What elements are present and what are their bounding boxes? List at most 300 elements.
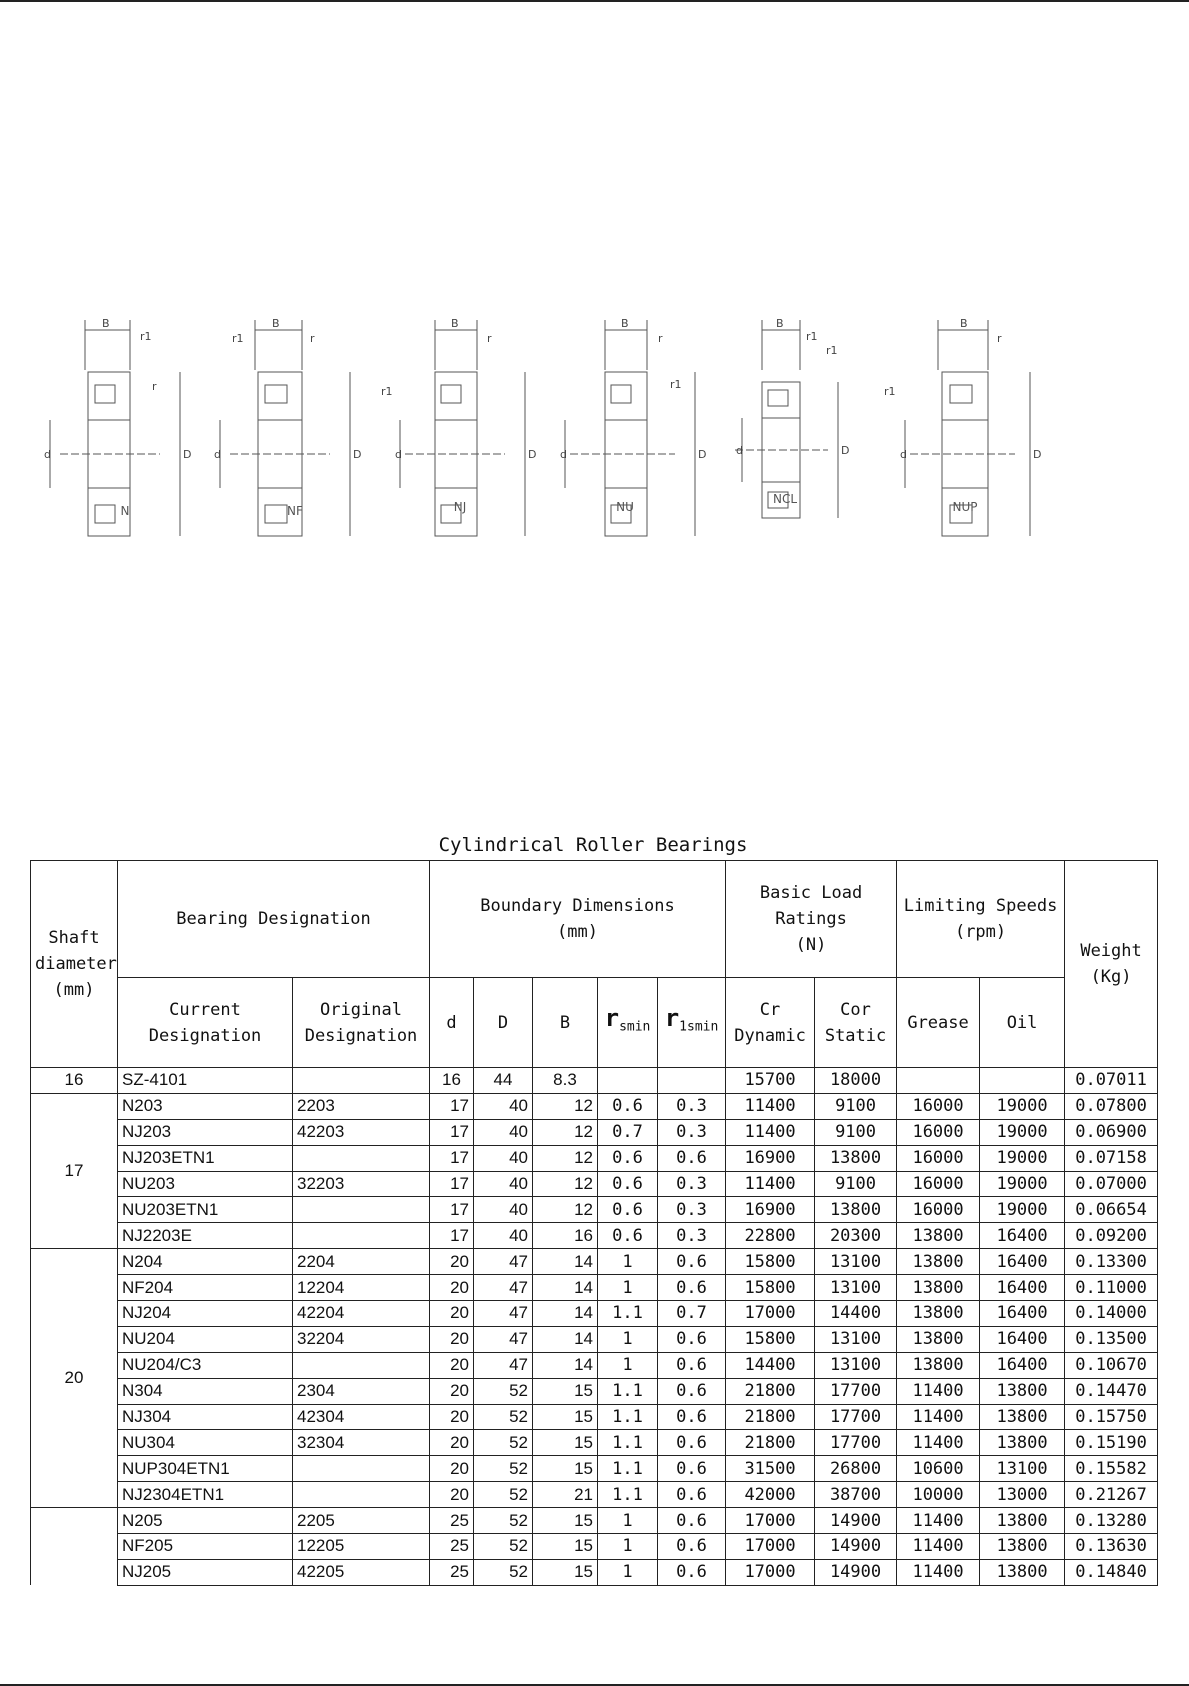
cell-oil-speed: 19000 [980, 1197, 1065, 1223]
table-row [31, 1430, 1158, 1456]
cell-B: 16 [533, 1223, 598, 1249]
cell-grease-speed: 16000 [897, 1093, 980, 1119]
cell-d: 20 [430, 1378, 474, 1404]
cell-B: 14 [533, 1301, 598, 1327]
svg-text:r1: r1 [806, 330, 818, 343]
cell-current-designation: SZ-4101 [118, 1068, 293, 1094]
diagram-label: NUP [952, 500, 978, 514]
cell-weight: 0.13280 [1065, 1508, 1158, 1534]
svg-text:r: r [152, 380, 157, 393]
table-row [31, 1068, 1158, 1094]
cell-D: 52 [474, 1404, 533, 1430]
cell-weight: 0.13630 [1065, 1534, 1158, 1560]
diagram-n [40, 300, 210, 570]
rsmin-subscript: smin [619, 1019, 651, 1035]
diagram-label: NCL [772, 492, 798, 506]
table-row [31, 1145, 1158, 1171]
cell-grease-speed: 11400 [897, 1378, 980, 1404]
svg-text:B: B [776, 317, 784, 330]
cell-oil-speed: 16400 [980, 1223, 1065, 1249]
cell-current-designation: N304 [118, 1378, 293, 1404]
cell-D: 52 [474, 1378, 533, 1404]
cell-B: 15 [533, 1404, 598, 1430]
cell-oil-speed: 13800 [980, 1508, 1065, 1534]
table-row [31, 1171, 1158, 1197]
table-row [31, 1352, 1158, 1378]
cell-original-designation [293, 1197, 430, 1223]
cell-cr-dynamic: 15700 [726, 1068, 815, 1094]
cell-D: 40 [474, 1093, 533, 1119]
cell-rsmin: 1 [598, 1534, 658, 1560]
cell-grease-speed: 13800 [897, 1301, 980, 1327]
cell-d: 17 [430, 1093, 474, 1119]
cell-original-designation: 32304 [293, 1430, 430, 1456]
cell-B: 15 [533, 1534, 598, 1560]
cell-original-designation: 2205 [293, 1508, 430, 1534]
cell-cr-dynamic: 42000 [726, 1482, 815, 1508]
cell-B: 21 [533, 1482, 598, 1508]
header-speeds [897, 861, 1065, 978]
cell-B: 15 [533, 1430, 598, 1456]
cell-cor-static: 17700 [815, 1404, 897, 1430]
header-boundary-label: Boundary Dimensions [480, 896, 675, 916]
cell-rsmin: 1.1 [598, 1404, 658, 1430]
cell-cr-dynamic: 21800 [726, 1404, 815, 1430]
cell-original-designation [293, 1145, 430, 1171]
svg-text:D: D [1033, 448, 1042, 461]
page-top-border [0, 0, 1189, 2]
cell-rsmin: 1.1 [598, 1378, 658, 1404]
cell-D: 47 [474, 1326, 533, 1352]
cell-B: 15 [533, 1508, 598, 1534]
cell-grease-speed: 16000 [897, 1145, 980, 1171]
svg-text:D: D [698, 448, 707, 461]
cell-weight: 0.15750 [1065, 1404, 1158, 1430]
cell-original-designation: 32203 [293, 1171, 430, 1197]
cell-grease-speed: 11400 [897, 1404, 980, 1430]
cell-cor-static: 9100 [815, 1119, 897, 1145]
cell-oil-speed: 13800 [980, 1430, 1065, 1456]
cell-r1smin: 0.6 [658, 1249, 726, 1275]
svg-text:d: d [736, 444, 743, 457]
cell-current-designation: NF204 [118, 1275, 293, 1301]
cell-grease-speed: 13800 [897, 1352, 980, 1378]
header-speeds-label: Limiting Speeds [903, 896, 1058, 916]
cell-rsmin: 1 [598, 1559, 658, 1585]
header-grease: Grease [897, 978, 980, 1068]
cell-d: 20 [430, 1430, 474, 1456]
header-cor: Cor Static [815, 978, 897, 1068]
cell-cor-static: 13100 [815, 1275, 897, 1301]
header-shaft [31, 861, 118, 1068]
diagram-nj [375, 300, 545, 570]
cell-weight: 0.07000 [1065, 1171, 1158, 1197]
cell-d: 25 [430, 1559, 474, 1585]
cell-D: 40 [474, 1171, 533, 1197]
cell-oil-speed: 16400 [980, 1301, 1065, 1327]
cell-cor-static: 13100 [815, 1326, 897, 1352]
cell-r1smin: 0.6 [658, 1456, 726, 1482]
cell-current-designation: NJ2203E [118, 1223, 293, 1249]
cell-original-designation: 2204 [293, 1249, 430, 1275]
cell-r1smin: 0.6 [658, 1404, 726, 1430]
cell-oil-speed [980, 1068, 1065, 1094]
cell-current-designation: NU204 [118, 1326, 293, 1352]
cell-cor-static: 17700 [815, 1378, 897, 1404]
cell-oil-speed: 13000 [980, 1482, 1065, 1508]
cell-weight: 0.14000 [1065, 1301, 1158, 1327]
header-load-label: Basic Load Ratings [759, 883, 863, 929]
header-boundary-unit: (mm) [557, 922, 598, 942]
cell-r1smin: 0.6 [658, 1559, 726, 1585]
cell-d: 20 [430, 1249, 474, 1275]
cell-D: 47 [474, 1275, 533, 1301]
header-D: D [474, 978, 533, 1068]
svg-text:r1: r1 [232, 332, 244, 345]
cell-cr-dynamic: 15800 [726, 1275, 815, 1301]
header-cr: Cr Dynamic [726, 978, 815, 1068]
cell-D: 47 [474, 1352, 533, 1378]
cell-r1smin: 0.6 [658, 1482, 726, 1508]
table-row [31, 1275, 1158, 1301]
cell-D: 40 [474, 1223, 533, 1249]
cell-original-designation: 42304 [293, 1404, 430, 1430]
cell-cr-dynamic: 21800 [726, 1430, 815, 1456]
cell-oil-speed: 13800 [980, 1378, 1065, 1404]
cell-d: 20 [430, 1301, 474, 1327]
cell-original-designation [293, 1223, 430, 1249]
header-rsmin [598, 978, 658, 1068]
cell-oil-speed: 13800 [980, 1559, 1065, 1585]
cell-current-designation: N204 [118, 1249, 293, 1275]
cell-rsmin: 0.6 [598, 1223, 658, 1249]
cell-current-designation: NJ205 [118, 1559, 293, 1585]
svg-text:r: r [658, 332, 663, 345]
cell-cor-static: 14400 [815, 1301, 897, 1327]
cell-weight: 0.07800 [1065, 1093, 1158, 1119]
cell-cr-dynamic: 17000 [726, 1301, 815, 1327]
cell-d: 20 [430, 1482, 474, 1508]
table-row [31, 1301, 1158, 1327]
svg-text:r1: r1 [670, 378, 682, 391]
table-row [31, 1326, 1158, 1352]
cell-original-designation: 32204 [293, 1326, 430, 1352]
cell-original-designation [293, 1482, 430, 1508]
svg-text:r1: r1 [884, 385, 896, 398]
cell-d: 20 [430, 1326, 474, 1352]
cell-current-designation: NU304 [118, 1430, 293, 1456]
cell-weight: 0.13500 [1065, 1326, 1158, 1352]
cell-grease-speed [897, 1068, 980, 1094]
header-d: d [430, 978, 474, 1068]
cell-cr-dynamic: 11400 [726, 1119, 815, 1145]
cell-original-designation [293, 1352, 430, 1378]
cell-cr-dynamic: 16900 [726, 1145, 815, 1171]
header-original: Original Designation [293, 978, 430, 1068]
cell-rsmin: 1.1 [598, 1301, 658, 1327]
cell-cr-dynamic: 11400 [726, 1171, 815, 1197]
cell-d: 25 [430, 1534, 474, 1560]
cell-oil-speed: 16400 [980, 1352, 1065, 1378]
cell-d: 20 [430, 1275, 474, 1301]
cell-weight: 0.10670 [1065, 1352, 1158, 1378]
cell-rsmin: 0.6 [598, 1145, 658, 1171]
cell-D: 40 [474, 1197, 533, 1223]
cell-D: 47 [474, 1249, 533, 1275]
cell-oil-speed: 13800 [980, 1534, 1065, 1560]
cell-current-designation: NUP304ETN1 [118, 1456, 293, 1482]
cell-shaft-diameter: 20 [31, 1249, 118, 1508]
bearing-table [30, 860, 1158, 1586]
cell-d: 17 [430, 1119, 474, 1145]
cell-d: 25 [430, 1508, 474, 1534]
cell-B: 15 [533, 1456, 598, 1482]
cell-weight: 0.13300 [1065, 1249, 1158, 1275]
cell-oil-speed: 19000 [980, 1171, 1065, 1197]
cell-d: 16 [430, 1068, 474, 1094]
header-boundary [430, 861, 726, 978]
table-row [31, 1197, 1158, 1223]
diagram-nf [210, 300, 380, 570]
cell-cor-static: 13800 [815, 1197, 897, 1223]
cell-rsmin: 1 [598, 1326, 658, 1352]
cell-cr-dynamic: 11400 [726, 1093, 815, 1119]
cell-cor-static: 14900 [815, 1508, 897, 1534]
cell-d: 17 [430, 1145, 474, 1171]
bearing-section-drawing [40, 300, 210, 560]
svg-text:d: d [395, 448, 402, 461]
cell-r1smin: 0.3 [658, 1093, 726, 1119]
cell-rsmin: 1 [598, 1249, 658, 1275]
cell-r1smin: 0.6 [658, 1145, 726, 1171]
cell-r1smin: 0.6 [658, 1352, 726, 1378]
header-load [726, 861, 897, 978]
cell-rsmin: 1 [598, 1352, 658, 1378]
bearing-section-drawing [210, 300, 380, 560]
cell-r1smin: 0.3 [658, 1171, 726, 1197]
cell-D: 47 [474, 1301, 533, 1327]
header-weight: Weight (Kg) [1065, 861, 1158, 1068]
cell-weight: 0.09200 [1065, 1223, 1158, 1249]
cell-cr-dynamic: 17000 [726, 1534, 815, 1560]
cell-cor-static: 20300 [815, 1223, 897, 1249]
cell-d: 20 [430, 1352, 474, 1378]
cell-r1smin: 0.7 [658, 1301, 726, 1327]
cell-oil-speed: 19000 [980, 1145, 1065, 1171]
cell-original-designation [293, 1068, 430, 1094]
cell-rsmin: 1.1 [598, 1430, 658, 1456]
cell-oil-speed: 19000 [980, 1093, 1065, 1119]
header-speeds-unit: (rpm) [954, 922, 1007, 942]
cell-D: 52 [474, 1456, 533, 1482]
svg-text:d: d [44, 448, 51, 461]
cell-d: 20 [430, 1404, 474, 1430]
svg-text:B: B [960, 317, 968, 330]
cell-cr-dynamic: 16900 [726, 1197, 815, 1223]
cell-D: 52 [474, 1508, 533, 1534]
cell-B: 12 [533, 1119, 598, 1145]
cell-current-designation: NJ204 [118, 1301, 293, 1327]
cell-weight: 0.15190 [1065, 1430, 1158, 1456]
cell-cr-dynamic: 31500 [726, 1456, 815, 1482]
cell-current-designation: NU203 [118, 1171, 293, 1197]
cell-rsmin [598, 1068, 658, 1094]
cell-r1smin: 0.6 [658, 1326, 726, 1352]
cell-B: 12 [533, 1145, 598, 1171]
cell-cor-static: 14900 [815, 1534, 897, 1560]
cell-rsmin: 0.6 [598, 1171, 658, 1197]
cell-d: 17 [430, 1171, 474, 1197]
diagram-nu [540, 300, 710, 570]
table-row [31, 1508, 1158, 1534]
svg-text:D: D [841, 444, 850, 457]
header-oil: Oil [980, 978, 1065, 1068]
cell-rsmin: 1.1 [598, 1482, 658, 1508]
bearing-section-drawing [375, 300, 545, 560]
cell-weight: 0.06900 [1065, 1119, 1158, 1145]
cell-current-designation: N203 [118, 1093, 293, 1119]
diagram-label: N [120, 504, 130, 518]
cell-cor-static: 13800 [815, 1145, 897, 1171]
cell-rsmin: 0.6 [598, 1197, 658, 1223]
cell-r1smin: 0.6 [658, 1508, 726, 1534]
cell-rsmin: 1 [598, 1275, 658, 1301]
cell-grease-speed: 13800 [897, 1326, 980, 1352]
cell-rsmin: 0.6 [598, 1093, 658, 1119]
cell-original-designation [293, 1456, 430, 1482]
cell-weight: 0.15582 [1065, 1456, 1158, 1482]
header-r1smin [658, 978, 726, 1068]
cell-weight: 0.11000 [1065, 1275, 1158, 1301]
cell-grease-speed: 10000 [897, 1482, 980, 1508]
cell-original-designation: 42204 [293, 1301, 430, 1327]
header-shaft-label: Shaft diameter (mm) [35, 928, 117, 1000]
cell-rsmin: 0.7 [598, 1119, 658, 1145]
cell-original-designation: 2304 [293, 1378, 430, 1404]
cell-B: 14 [533, 1249, 598, 1275]
cell-cr-dynamic: 17000 [726, 1559, 815, 1585]
svg-text:d: d [560, 448, 567, 461]
cell-current-designation: NU204/C3 [118, 1352, 293, 1378]
svg-text:r1: r1 [140, 330, 152, 343]
header-B: B [533, 978, 598, 1068]
cell-cor-static: 38700 [815, 1482, 897, 1508]
cell-grease-speed: 13800 [897, 1275, 980, 1301]
svg-text:r1: r1 [826, 344, 838, 357]
cell-cor-static: 13100 [815, 1352, 897, 1378]
cell-original-designation: 12205 [293, 1534, 430, 1560]
cell-weight: 0.06654 [1065, 1197, 1158, 1223]
cell-current-designation: NU203ETN1 [118, 1197, 293, 1223]
diagram-label: NU [616, 500, 634, 514]
svg-text:r1: r1 [381, 385, 393, 398]
cell-d: 17 [430, 1197, 474, 1223]
cell-shaft-diameter: 16 [31, 1068, 118, 1094]
diagram-label: NF [287, 504, 303, 518]
cell-weight: 0.21267 [1065, 1482, 1158, 1508]
diagram-label: NJ [453, 500, 467, 514]
cell-grease-speed: 13800 [897, 1249, 980, 1275]
cell-B: 8.3 [533, 1068, 598, 1094]
cell-oil-speed: 16400 [980, 1249, 1065, 1275]
svg-text:r: r [997, 332, 1002, 345]
cell-cr-dynamic: 17000 [726, 1508, 815, 1534]
bearing-diagrams [0, 300, 1189, 570]
cell-rsmin: 1 [598, 1508, 658, 1534]
table-row [31, 1378, 1158, 1404]
svg-text:B: B [621, 317, 629, 330]
table-row [31, 1119, 1158, 1145]
diagram-nup [880, 300, 1050, 570]
cell-B: 14 [533, 1326, 598, 1352]
r1smin-subscript: 1smin [679, 1019, 719, 1035]
cell-B: 12 [533, 1093, 598, 1119]
table-body [31, 1068, 1158, 1586]
cell-cr-dynamic: 15800 [726, 1326, 815, 1352]
cell-cr-dynamic: 14400 [726, 1352, 815, 1378]
cell-B: 15 [533, 1559, 598, 1585]
cell-oil-speed: 13800 [980, 1404, 1065, 1430]
bearing-section-drawing [700, 300, 870, 560]
cell-rsmin: 1.1 [598, 1456, 658, 1482]
cell-D: 52 [474, 1430, 533, 1456]
cell-grease-speed: 16000 [897, 1171, 980, 1197]
bearing-section-drawing [540, 300, 710, 560]
cell-weight: 0.14840 [1065, 1559, 1158, 1585]
cell-weight: 0.14470 [1065, 1378, 1158, 1404]
svg-text:D: D [183, 448, 192, 461]
cell-grease-speed: 13800 [897, 1223, 980, 1249]
cell-grease-speed: 16000 [897, 1197, 980, 1223]
header-load-unit: (N) [795, 935, 827, 955]
cell-original-designation: 42203 [293, 1119, 430, 1145]
table-row [31, 1223, 1158, 1249]
cell-D: 40 [474, 1119, 533, 1145]
cell-r1smin: 0.3 [658, 1119, 726, 1145]
svg-text:D: D [528, 448, 537, 461]
cell-current-designation: NJ304 [118, 1404, 293, 1430]
cell-cor-static: 14900 [815, 1559, 897, 1585]
svg-text:B: B [272, 317, 280, 330]
r1smin-symbol: r [664, 1003, 680, 1032]
cell-current-designation: NJ203 [118, 1119, 293, 1145]
table-row [31, 1404, 1158, 1430]
cell-original-designation: 12204 [293, 1275, 430, 1301]
cell-D: 52 [474, 1559, 533, 1585]
svg-text:d: d [900, 448, 907, 461]
svg-text:d: d [214, 448, 221, 461]
cell-oil-speed: 16400 [980, 1326, 1065, 1352]
table-row [31, 1559, 1158, 1585]
cell-original-designation: 42205 [293, 1559, 430, 1585]
cell-D: 52 [474, 1482, 533, 1508]
cell-cor-static: 26800 [815, 1456, 897, 1482]
svg-text:B: B [102, 317, 110, 330]
table-row [31, 1534, 1158, 1560]
cell-cr-dynamic: 15800 [726, 1249, 815, 1275]
cell-original-designation: 2203 [293, 1093, 430, 1119]
cell-shaft-diameter: 17 [31, 1093, 118, 1248]
cell-r1smin: 0.3 [658, 1223, 726, 1249]
header-current: Current Designation [118, 978, 293, 1068]
cell-shaft-diameter [31, 1508, 118, 1586]
cell-r1smin: 0.6 [658, 1275, 726, 1301]
cell-d: 20 [430, 1456, 474, 1482]
cell-r1smin: 0.6 [658, 1534, 726, 1560]
cell-current-designation: N205 [118, 1508, 293, 1534]
cell-r1smin: 0.6 [658, 1378, 726, 1404]
cell-cor-static: 9100 [815, 1171, 897, 1197]
